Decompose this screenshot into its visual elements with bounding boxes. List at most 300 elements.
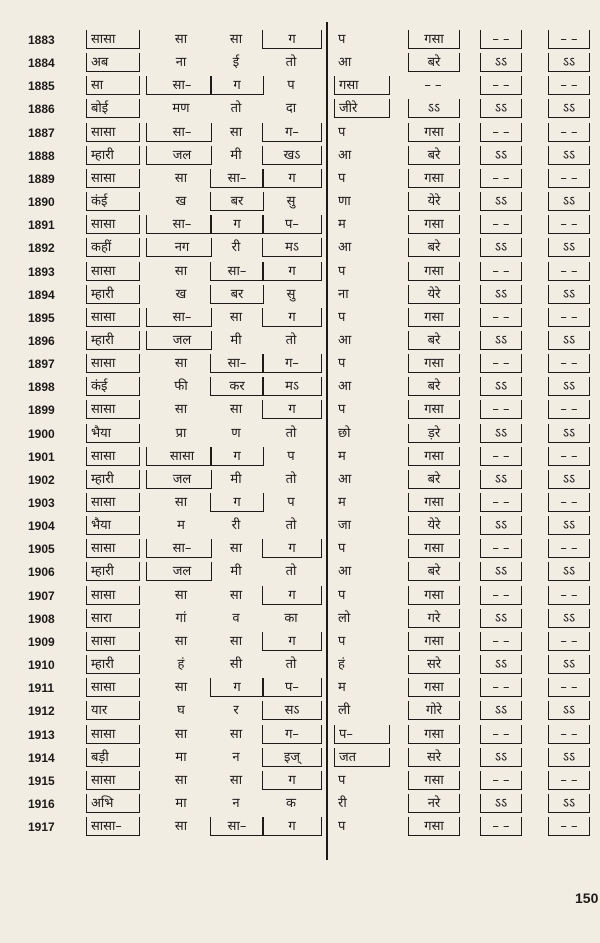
line-number: 1889	[28, 171, 55, 186]
notation-cell: न	[232, 749, 240, 765]
notation-cell: प	[338, 170, 346, 186]
notation-cell: – –	[480, 76, 522, 95]
notation-cell: बरे	[408, 562, 460, 581]
notation-cell: ऽऽ	[548, 794, 590, 813]
line-number: 1902	[28, 472, 55, 487]
notation-row	[0, 400, 600, 423]
notation-cell: – –	[548, 76, 590, 95]
notation-cell: जीरे	[334, 99, 390, 118]
notation-cell: सासा	[86, 215, 140, 234]
notation-cell: ऽऽ	[480, 285, 522, 304]
notation-cell: सा–	[210, 354, 264, 373]
notation-cell: र	[233, 703, 239, 719]
notation-cell: म्हारी	[86, 655, 140, 674]
notation-cell: री	[338, 795, 347, 811]
notation-cell: प–	[262, 215, 322, 234]
notation-cell: ख	[175, 194, 187, 210]
line-number: 1890	[28, 195, 55, 210]
page-number: 150	[575, 890, 599, 906]
notation-cell: सासा	[86, 123, 140, 142]
notation-cell: बड़ी	[86, 748, 140, 767]
line-number: 1913	[28, 727, 55, 742]
notation-cell: सी	[229, 657, 243, 673]
line-number: 1917	[28, 820, 55, 835]
notation-cell: प	[338, 309, 346, 325]
notation-cell: तो	[285, 657, 297, 673]
notation-cell: ऽऽ	[480, 470, 522, 489]
notation-row	[0, 771, 600, 794]
notation-cell: ऽऽ	[548, 377, 590, 396]
notation-row	[0, 308, 600, 331]
notation-cell: प	[287, 495, 295, 510]
notation-cell: सासा	[86, 447, 140, 466]
notation-cell: गसा	[408, 262, 460, 281]
line-number: 1895	[28, 310, 55, 325]
notation-cell: बरे	[408, 53, 460, 72]
notation-cell: ली	[338, 703, 351, 719]
notation-cell: ग	[262, 262, 322, 281]
notation-cell: गसा	[408, 308, 460, 327]
line-number: 1883	[28, 33, 55, 47]
notation-cell: ऽऽ	[548, 470, 590, 489]
notation-cell: लो	[338, 610, 351, 626]
notation-cell: तो	[285, 332, 297, 348]
notation-cell: मऽ	[262, 238, 322, 257]
notation-cell: बोई	[86, 99, 140, 118]
notation-cell: गसा	[408, 493, 460, 512]
notation-cell: सासा	[86, 262, 140, 281]
notation-cell: ऽऽ	[548, 146, 590, 165]
notation-row	[0, 30, 600, 53]
notation-cell: ग	[262, 817, 322, 836]
notation-cell: – –	[480, 817, 522, 836]
notation-cell: सा	[229, 633, 243, 649]
notation-cell: भैया	[86, 516, 140, 535]
notation-cell: गसा	[408, 539, 460, 558]
notation-cell: इज्	[262, 748, 322, 767]
notation-cell: बरे	[408, 470, 460, 489]
notation-cell: सासा	[86, 678, 140, 697]
notation-cell: सासा	[86, 400, 140, 419]
notation-cell: सासा–	[86, 817, 140, 836]
line-number: 1885	[28, 79, 55, 94]
notation-cell: मा	[175, 795, 187, 811]
notation-cell: – –	[480, 586, 522, 605]
notation-cell: का	[284, 610, 298, 626]
notation-row	[0, 169, 600, 192]
notation-cell: सासा	[86, 725, 140, 744]
notation-cell: सा–	[146, 308, 212, 327]
notation-cell: ऽऽ	[480, 192, 522, 211]
notation-cell: सा	[174, 356, 188, 372]
notation-cell: – –	[480, 308, 522, 327]
notation-cell: ग	[262, 30, 322, 49]
notation-cell: ग–	[262, 725, 322, 744]
notation-cell: – –	[548, 30, 590, 49]
notation-cell: सऽ	[262, 701, 322, 720]
notation-row	[0, 632, 600, 655]
notation-cell: सु	[286, 194, 296, 210]
line-number: 1907	[28, 588, 55, 603]
notation-row	[0, 447, 600, 470]
notation-cell: सा	[174, 680, 188, 696]
notation-cell: मी	[230, 147, 242, 163]
notation-cell: प–	[262, 678, 322, 697]
notation-cell: प	[338, 356, 346, 372]
notation-cell: ग–	[262, 123, 322, 142]
notation-cell: म्हारी	[86, 146, 140, 165]
notation-cell: म्हारी	[86, 285, 140, 304]
notation-cell: कहीं	[86, 238, 140, 257]
notation-cell: – –	[480, 123, 522, 142]
notation-cell: आ	[338, 379, 352, 395]
notation-cell: – –	[480, 30, 522, 49]
line-number: 1899	[28, 403, 55, 418]
notation-cell: मऽ	[262, 377, 322, 396]
line-number: 1903	[28, 496, 55, 510]
notation-cell: गसा	[408, 354, 460, 373]
notation-row	[0, 424, 600, 447]
notation-cell: सा	[174, 263, 188, 279]
notation-cell: सासा	[86, 354, 140, 373]
notation-cell: छो	[338, 425, 351, 441]
notation-cell: बर	[210, 285, 264, 304]
notation-cell: ऽऽ	[548, 655, 590, 674]
notation-cell: ऽऽ	[480, 794, 522, 813]
notation-cell: गसा	[334, 76, 390, 95]
notation-cell: – –	[480, 215, 522, 234]
notation-cell: आ	[338, 332, 352, 348]
notation-cell: ऽऽ	[480, 655, 522, 674]
notation-cell: म	[338, 680, 346, 696]
notation-cell: खऽ	[262, 146, 322, 165]
notation-cell: तो	[285, 55, 297, 71]
notation-row	[0, 678, 600, 701]
notation-cell: ऽऽ	[408, 99, 460, 118]
notation-cell: ग	[262, 632, 322, 651]
notation-row	[0, 655, 600, 678]
notation-cell: प	[338, 263, 346, 279]
notation-cell: प	[287, 448, 295, 464]
notation-cell: सा	[229, 124, 243, 140]
notation-cell: सा	[174, 587, 188, 603]
notation-cell: – –	[480, 354, 522, 373]
notation-cell: तो	[285, 564, 297, 580]
notation-cell: प	[338, 124, 346, 140]
notation-cell: आ	[338, 147, 352, 163]
notation-cell: फी	[174, 379, 188, 395]
notation-cell: ग	[262, 771, 322, 790]
notation-cell: मी	[230, 564, 242, 580]
notation-cell: जल	[146, 146, 212, 165]
notation-cell: नग	[146, 238, 212, 257]
notation-cell: येरे	[408, 516, 460, 535]
notation-cell: गसा	[408, 215, 460, 234]
notation-cell: सासा	[86, 493, 140, 512]
line-number: 1886	[28, 102, 55, 117]
notation-cell: री	[231, 240, 241, 256]
notation-cell: बरे	[408, 377, 460, 396]
line-number: 1901	[28, 449, 55, 464]
notation-cell: सा	[174, 772, 188, 788]
notation-cell: अब	[86, 53, 140, 72]
notation-row	[0, 331, 600, 354]
notation-row	[0, 609, 600, 632]
line-number: 1887	[28, 125, 55, 140]
notation-cell: – –	[480, 539, 522, 558]
notation-cell: आ	[338, 564, 352, 580]
notation-row	[0, 539, 600, 562]
notation-cell: नरे	[408, 794, 460, 813]
notation-cell: जल	[146, 331, 212, 350]
notation-cell: ग	[262, 539, 322, 558]
notation-cell: ऽऽ	[548, 701, 590, 720]
notation-cell: सा	[229, 772, 243, 788]
notation-cell: ना	[175, 55, 187, 71]
notation-cell: भैया	[86, 424, 140, 443]
notation-cell: ग–	[262, 354, 322, 373]
notation-cell: प	[338, 32, 346, 47]
notation-cell: ड़रे	[408, 424, 460, 443]
notation-cell: सा–	[146, 123, 212, 142]
notation-cell: प	[338, 402, 346, 418]
notation-cell: – –	[480, 169, 522, 188]
notation-cell: प	[338, 633, 346, 649]
notation-cell: प्रा	[175, 425, 187, 441]
notation-cell: सा	[174, 170, 188, 186]
notation-cell: – –	[548, 493, 590, 512]
notation-cell: घ	[177, 703, 185, 719]
notation-row	[0, 215, 600, 238]
notation-cell: ऽऽ	[548, 424, 590, 443]
notation-row	[0, 123, 600, 146]
notation-cell: री	[231, 518, 241, 534]
notation-row	[0, 285, 600, 308]
notation-row	[0, 748, 600, 771]
notation-cell: मा	[175, 749, 187, 765]
notation-cell: – –	[548, 539, 590, 558]
notation-cell: ग	[210, 493, 264, 512]
notation-row	[0, 238, 600, 261]
notation-cell: तो	[285, 425, 297, 441]
notation-cell: जल	[146, 562, 212, 581]
notation-row	[0, 146, 600, 169]
line-number: 1911	[28, 681, 55, 696]
notation-cell: सासा	[146, 447, 212, 466]
notation-cell: ख	[175, 286, 187, 302]
notation-cell: प	[338, 819, 346, 835]
line-number: 1912	[28, 704, 55, 719]
notation-cell: – –	[480, 725, 522, 744]
notation-cell: सासा	[86, 586, 140, 605]
notation-cell: ऽऽ	[480, 562, 522, 581]
notation-row	[0, 794, 600, 817]
notation-cell: – –	[548, 771, 590, 790]
notation-cell: – –	[548, 215, 590, 234]
notation-cell: ग	[262, 400, 322, 419]
notation-cell: आ	[338, 471, 352, 487]
notation-cell: बरे	[408, 146, 460, 165]
notation-cell: कर	[210, 377, 264, 396]
notation-cell: – –	[480, 447, 522, 466]
notation-cell: गसा	[408, 30, 460, 49]
notation-cell: येरे	[408, 285, 460, 304]
notation-cell: दा	[285, 101, 297, 117]
line-number: 1910	[28, 658, 55, 673]
notation-cell: कंई	[86, 192, 140, 211]
notation-cell: ऽऽ	[480, 424, 522, 443]
notation-cell: सा–	[210, 169, 264, 188]
notation-cell: ऽऽ	[480, 146, 522, 165]
notation-cell: – –	[548, 447, 590, 466]
notation-cell: गसा	[408, 447, 460, 466]
notation-cell: सा	[229, 309, 243, 325]
notation-cell: सा	[174, 726, 188, 742]
notation-cell: गसा	[408, 586, 460, 605]
notation-cell: म	[338, 495, 346, 510]
notation-cell: गोरे	[408, 701, 460, 720]
notation-row	[0, 562, 600, 585]
notation-cell: – –	[480, 493, 522, 512]
line-number: 1914	[28, 750, 55, 765]
notation-cell: गरे	[408, 609, 460, 628]
notation-cell: प	[338, 587, 346, 603]
notation-cell: म्हारी	[86, 331, 140, 350]
notation-cell: ऽऽ	[480, 238, 522, 257]
notation-cell: सा	[174, 32, 188, 47]
notation-cell: ऽऽ	[480, 748, 522, 767]
notation-cell: ग	[262, 169, 322, 188]
notation-cell: बर	[210, 192, 264, 211]
notation-cell: आ	[338, 240, 352, 256]
notation-cell: ग	[210, 215, 264, 234]
notation-cell: हं	[177, 657, 185, 673]
notation-row	[0, 262, 600, 285]
line-number: 1892	[28, 241, 55, 256]
notation-row	[0, 586, 600, 609]
notation-cell: येरे	[408, 192, 460, 211]
notation-cell: ऽऽ	[480, 331, 522, 350]
notation-cell: सा	[229, 32, 243, 47]
notation-cell: गां	[175, 610, 187, 626]
notation-cell: – –	[480, 678, 522, 697]
notation-cell: सरे	[408, 748, 460, 767]
notation-row	[0, 192, 600, 215]
notation-cell: व	[232, 610, 240, 626]
line-number: 1884	[28, 56, 55, 71]
line-number: 1897	[28, 357, 55, 372]
line-number: 1893	[28, 264, 55, 279]
notation-cell: – –	[548, 123, 590, 142]
notation-cell: – –	[548, 169, 590, 188]
notation-cell: तो	[230, 101, 242, 117]
notation-cell: ऽऽ	[548, 516, 590, 535]
notation-cell: सा–	[210, 262, 264, 281]
notation-cell: गसा	[408, 771, 460, 790]
notation-cell: ना	[338, 286, 349, 302]
notation-cell: सु	[286, 286, 296, 302]
notation-cell: ऽऽ	[480, 609, 522, 628]
notation-cell: सा	[174, 402, 188, 418]
notation-cell: प	[338, 541, 346, 557]
notation-cell: ग	[262, 586, 322, 605]
notation-cell: सासा	[86, 539, 140, 558]
line-number: 1891	[28, 218, 55, 233]
notation-cell: सा	[174, 819, 188, 835]
notation-cell: ऽऽ	[480, 701, 522, 720]
notation-cell: बरे	[408, 331, 460, 350]
notation-cell: ऽऽ	[480, 516, 522, 535]
notation-cell: जा	[338, 518, 352, 534]
notation-row	[0, 53, 600, 76]
notation-cell: – –	[480, 632, 522, 651]
notation-cell: म्हारी	[86, 562, 140, 581]
notation-cell: – –	[548, 262, 590, 281]
notation-cell: ग	[210, 76, 264, 95]
notation-cell: सा	[229, 402, 243, 418]
notation-cell: – –	[548, 817, 590, 836]
notation-cell: – –	[548, 678, 590, 697]
notation-cell: आ	[338, 55, 352, 71]
notation-cell: बरे	[408, 238, 460, 257]
notation-cell: मी	[230, 471, 242, 487]
line-number: 1888	[28, 148, 55, 163]
notation-cell: गसा	[408, 725, 460, 744]
notation-cell: सा	[229, 726, 243, 742]
line-number: 1915	[28, 773, 55, 788]
notation-cell: ण	[231, 425, 241, 441]
notation-cell: म	[177, 518, 185, 534]
notation-cell: गसा	[408, 632, 460, 651]
notation-cell: णा	[338, 194, 351, 210]
notation-cell: – –	[548, 400, 590, 419]
notation-cell: मी	[230, 332, 242, 348]
notation-cell: न	[232, 795, 240, 811]
notation-cell: मण	[172, 101, 190, 117]
notation-cell: गसा	[408, 400, 460, 419]
notation-cell: सा	[86, 76, 140, 95]
notation-cell: जत	[334, 748, 390, 767]
notation-cell: म्हारी	[86, 470, 140, 489]
notation-cell: – –	[424, 78, 442, 94]
line-number: 1896	[28, 333, 55, 348]
notation-cell: गसा	[408, 169, 460, 188]
line-number: 1898	[28, 380, 55, 395]
notation-cell: – –	[480, 262, 522, 281]
notation-cell: ग	[262, 308, 322, 327]
line-number: 1905	[28, 542, 55, 557]
notation-cell: – –	[548, 354, 590, 373]
notation-cell: ऽऽ	[480, 99, 522, 118]
notation-cell: ऽऽ	[548, 238, 590, 257]
notation-cell: ऽऽ	[548, 99, 590, 118]
notation-cell: सा	[229, 541, 243, 557]
notation-cell: – –	[548, 586, 590, 605]
notation-cell: ऽऽ	[548, 562, 590, 581]
notation-cell: सा	[174, 495, 188, 510]
line-number: 1908	[28, 611, 55, 626]
notation-row	[0, 99, 600, 122]
notation-cell: सासा	[86, 308, 140, 327]
notation-cell: म	[338, 217, 346, 233]
notation-cell: सा–	[146, 539, 212, 558]
notation-cell: ऽऽ	[548, 331, 590, 350]
notation-cell: हं	[338, 657, 345, 673]
notation-cell: तो	[285, 471, 297, 487]
notation-cell: सा–	[210, 817, 264, 836]
notation-cell: – –	[480, 771, 522, 790]
line-number: 1909	[28, 634, 55, 649]
